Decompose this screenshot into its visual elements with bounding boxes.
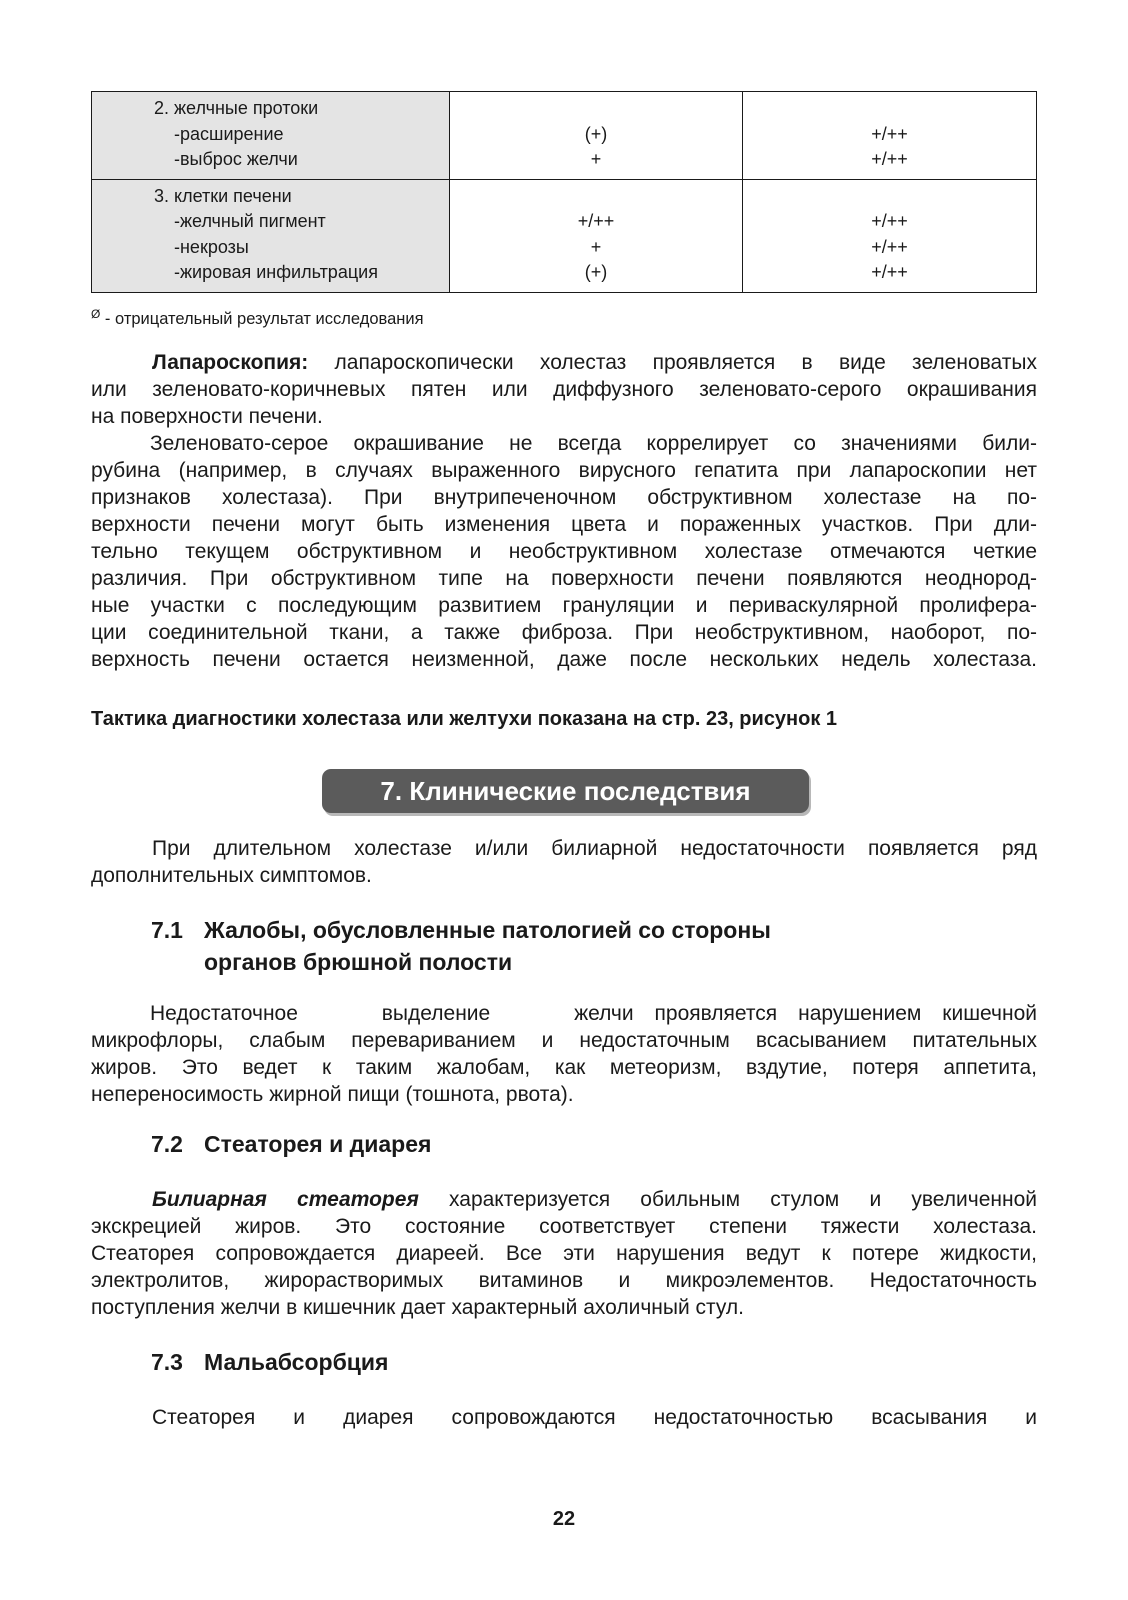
section-number: 7.2 bbox=[151, 1131, 183, 1157]
section-7-2-paragraph bbox=[91, 1186, 1037, 1321]
text-line: на поверхности печени. bbox=[91, 405, 323, 428]
steatorrhea-term: Билиарная стеаторея bbox=[152, 1188, 419, 1211]
footnote-text: - отрицательный результат исследования bbox=[100, 310, 424, 328]
cell-value: +/++ bbox=[871, 149, 908, 169]
bilirubin-paragraph bbox=[91, 430, 1037, 673]
text-line: характеризуется обильным стулом и увеличенной bbox=[418, 1188, 1037, 1211]
table-cell-col2 bbox=[450, 179, 743, 292]
table-row bbox=[92, 92, 1037, 180]
row-title: 2. желчные протоки bbox=[154, 98, 319, 118]
tactics-reference: Тактика диагностики холестаза или желтухи показана на стр. 23, рисунок 1 bbox=[91, 708, 838, 730]
section-7-3-heading bbox=[151, 1346, 388, 1378]
laparoscopy-term: Лапароскопия: bbox=[152, 351, 309, 374]
section-title: Мальабсорбция bbox=[204, 1349, 389, 1375]
table-cell-label bbox=[92, 179, 450, 292]
laparoscopy-paragraph bbox=[91, 349, 1037, 430]
section-7-banner: 7. Клинические последствия bbox=[322, 769, 809, 813]
section-number: 7.3 bbox=[151, 1349, 183, 1375]
text-line: дополнительных симптомов. bbox=[91, 864, 372, 887]
page-number: 22 bbox=[552, 1508, 576, 1530]
cell-value: (+) bbox=[584, 123, 608, 144]
section-title-continued: органов брюшной полости bbox=[204, 949, 513, 975]
table-footnote bbox=[91, 307, 424, 329]
section-title: Стеаторея и диарея bbox=[204, 1131, 432, 1157]
row-item-label: -выброс желчи bbox=[174, 149, 298, 169]
row-item-label: -жировая инфильтрация bbox=[174, 262, 378, 282]
row-item-label: -некрозы bbox=[174, 236, 249, 257]
text-line: различия. При обструктивном типе на поверхности печени появляются неоднород- bbox=[91, 567, 1037, 590]
section-7-1-heading bbox=[151, 914, 771, 978]
cell-value: +/++ bbox=[871, 262, 908, 282]
table-cell-col3 bbox=[743, 179, 1037, 292]
table-cell-label bbox=[92, 92, 450, 180]
text-line: Стеаторея и диарея сопровождаются недостаточностью всасывания и bbox=[152, 1406, 1037, 1429]
row-item-label: -расширение bbox=[174, 123, 284, 144]
text-line: Стеаторея сопровождается диареей. Все эти нарушения ведут к потере жидкости, bbox=[91, 1242, 1037, 1265]
text-line: микрофлоры, слабым перевариванием и недостаточным всасыванием питательных bbox=[91, 1029, 1037, 1052]
findings-table bbox=[91, 91, 1037, 293]
text-line: верхности печени могут быть изменения цвета и пораженных участков. При дли- bbox=[91, 513, 1037, 536]
section-7-2-heading bbox=[151, 1128, 431, 1160]
text-line: лапароскопически холестаз проявляется в виде зеленоватых bbox=[308, 351, 1037, 374]
text-line: Недостаточное выделение желчи проявляется нарушением кишечной bbox=[150, 1002, 1037, 1025]
table-cell-col3 bbox=[743, 92, 1037, 180]
text-line: электролитов, жирорастворимых витаминов и микроэлементов. Недостаточность bbox=[91, 1269, 1037, 1292]
table-row bbox=[92, 179, 1037, 292]
cell-value: +/++ bbox=[871, 211, 908, 231]
text-line: жиров. Это ведет к таким жалобам, как метеоризм, вздутие, потеря аппетита, bbox=[91, 1056, 1037, 1079]
intro-paragraph bbox=[91, 835, 1037, 889]
text-line: При длительном холестазе и/или билиарной недостаточности появляется ряд bbox=[152, 837, 1037, 860]
text-line: экскрецией жиров. Это состояние соответствует степени тяжести холестаза. bbox=[91, 1215, 1037, 1238]
cell-value: + bbox=[590, 149, 602, 169]
text-line: верхность печени остается неизменной, даже после нескольких недель холестаза. bbox=[91, 648, 1037, 671]
section-7-1-paragraph bbox=[91, 1000, 1037, 1108]
cell-value: + bbox=[590, 236, 602, 257]
section-title: Жалобы, обусловленные патологией со стороны bbox=[204, 917, 771, 943]
text-line: признаков холестаза). При внутрипеченочном обструктивном холестазе на по- bbox=[91, 486, 1037, 509]
text-line: ные участки с последующим развитием грануляции и периваскулярной пролифера- bbox=[91, 594, 1037, 617]
table-cell-col2 bbox=[450, 92, 743, 180]
text-line: Зеленовато-серое окрашивание не всегда коррелирует со значениями били- bbox=[150, 432, 1037, 455]
text-line: поступления желчи в кишечник дает характерный ахоличный стул. bbox=[91, 1296, 745, 1319]
section-7-3-paragraph bbox=[91, 1404, 1037, 1431]
cell-value: +/++ bbox=[871, 236, 908, 257]
cell-value: +/++ bbox=[871, 123, 908, 144]
text-line: или зеленовато-коричневых пятен или диффузного зеленовато-серого окрашивания bbox=[91, 378, 1037, 401]
text-line: непереносимость жирной пищи (тошнота, рвота). bbox=[91, 1083, 574, 1106]
text-line: ции соединительной ткани, а также фиброза. При необструктивном, наоборот, по- bbox=[91, 621, 1037, 644]
section-number: 7.1 bbox=[151, 917, 183, 943]
row-title: 3. клетки печени bbox=[154, 185, 292, 206]
empty-set-symbol: Ø bbox=[91, 307, 101, 321]
cell-value: (+) bbox=[584, 262, 608, 282]
text-line: тельно текущем обструктивном и необструктивном холестазе отмечаются четкие bbox=[91, 540, 1037, 563]
text-line: рубина (например, в случаях выраженного вирусного гепатита при лапароскопии нет bbox=[91, 459, 1037, 482]
cell-value: +/++ bbox=[577, 211, 615, 231]
row-item-label: -желчный пигмент bbox=[174, 211, 326, 231]
